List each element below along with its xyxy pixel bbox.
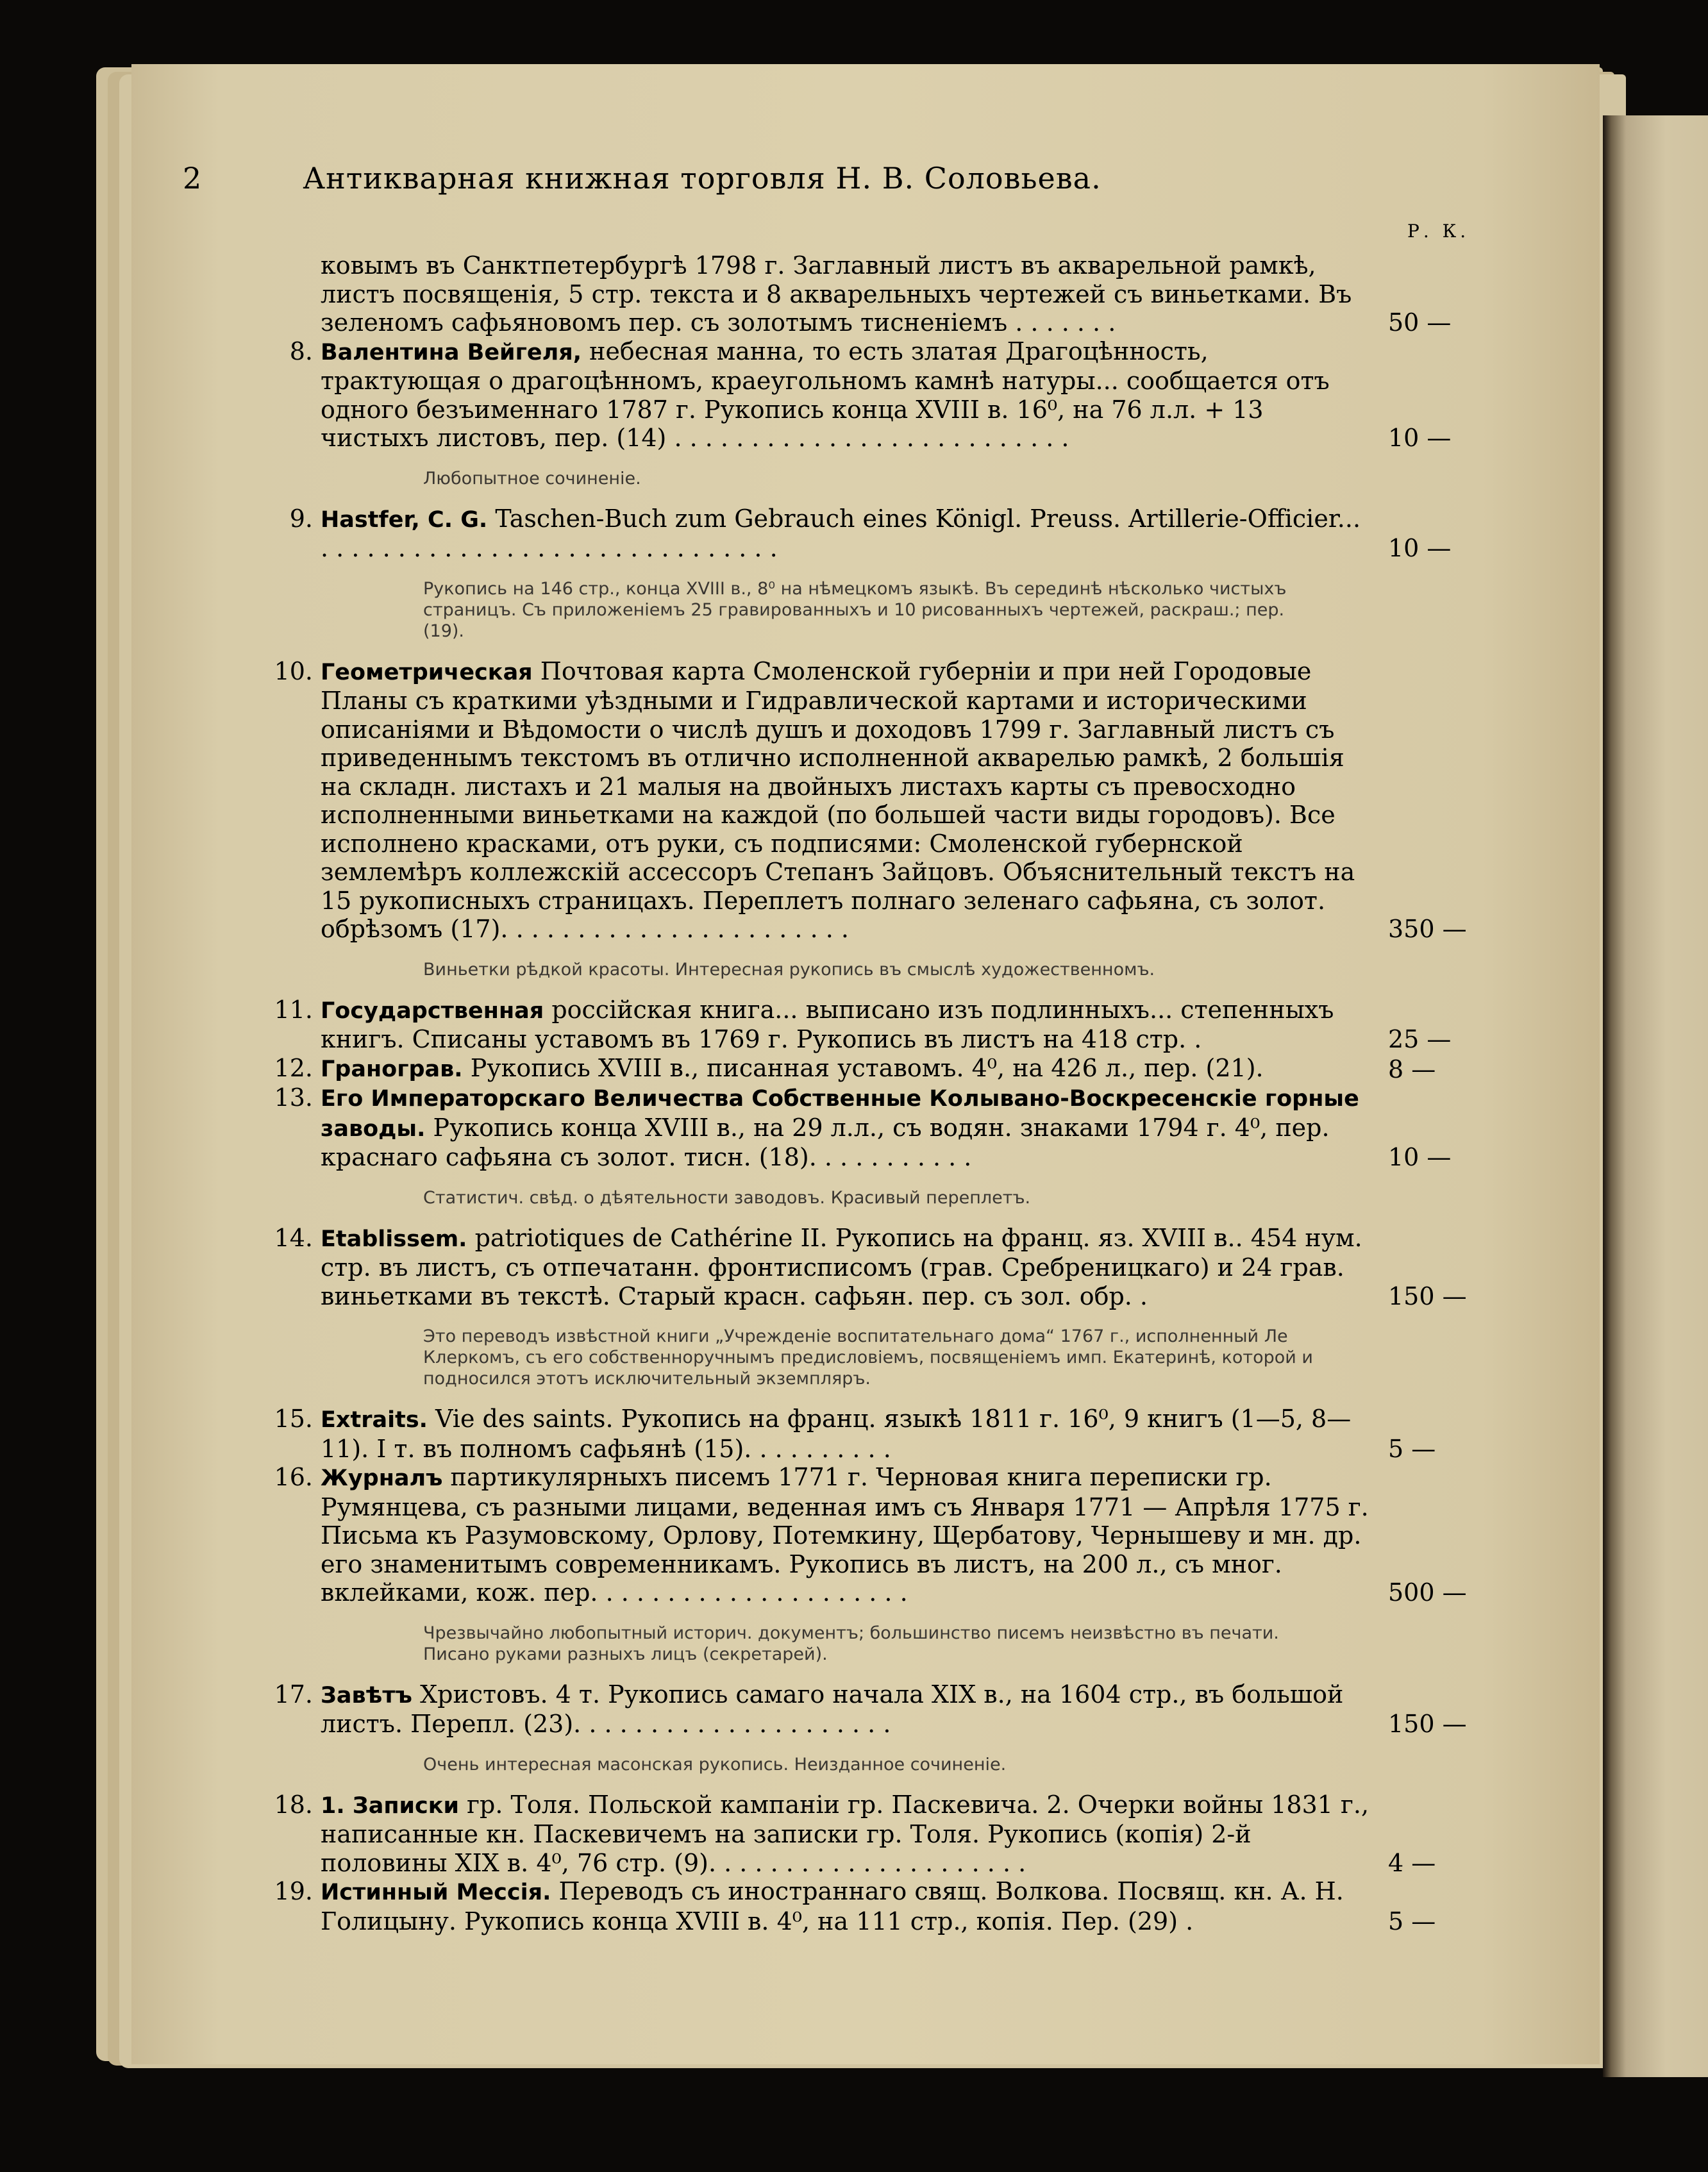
entry-body-text: Переводъ съ иностраннаго свящ. Волкова. Посвящ. кн. А. Н. Голицыну. Рукопись конца XVIII в. 4⁰, на 111 стр., копія. Пер. (29) .	[321, 1877, 1344, 1935]
entry-number: 16.	[274, 1463, 313, 1491]
entry-note: Очень интересная масонская рукопись. Неизданное сочиненіе.	[423, 1754, 1007, 1775]
entry-description	[321, 1680, 1372, 1739]
currency-column-header: Р. К.	[1407, 221, 1470, 242]
entry-description	[321, 251, 1372, 337]
catalog-entry	[274, 1083, 1475, 1208]
entry-description	[321, 1877, 1372, 1935]
entry-number: 10.	[274, 656, 313, 685]
entry-number: 18.	[274, 1790, 313, 1819]
entry-body-text: Vie des saints. Рукопись на франц. языкѣ 1811 г. 16⁰, 9 книгъ (1—5, 8—11). I т. въ полномъ сафьянѣ (15). . . . . . . . . .	[321, 1405, 1352, 1463]
page-title: Антикварная книжная торговля Н. В. Соловьева.	[303, 161, 1101, 196]
entry-heading: Государственная	[321, 998, 544, 1024]
entry-number: 11.	[274, 995, 313, 1024]
entry-description	[321, 1224, 1372, 1311]
entry-heading: 1. Записки	[321, 1792, 460, 1819]
entry-description	[321, 505, 1372, 563]
entry-number: 8.	[289, 337, 313, 365]
entry-note: Это переводъ извѣстной книги „Учрежденіе воспитательнаго дома“ 1767 г., исполненный Ле Клеркомъ, съ его собственноручнымъ предисловіемъ, посвященіемъ имп. Екатеринѣ, которой и подносился этотъ исключительный экземпляръ.	[423, 1326, 1313, 1389]
entry-price: 10 —	[1388, 1143, 1452, 1171]
entry-price: 500 —	[1388, 1578, 1467, 1607]
entry-price: 25 —	[1388, 1025, 1452, 1053]
entry-number: 17.	[274, 1680, 313, 1708]
catalog-entry	[274, 1463, 1475, 1665]
catalog-entry	[289, 337, 1475, 489]
entry-body-text: россійская книга... выписано изъ подлинныхъ... степенныхъ книгъ. Списаны уставомъ въ 1769 г. Рукопись въ листъ на 418 стр. .	[321, 995, 1334, 1053]
entry-body-text: patriotiques de Cathérine II. Рукопись на франц. яз. XVIII в.. 454 нум. стр. въ листъ, съ отпечатанн. фронтисписомъ (грав. Сребреницкаго) и 24 грав. виньетками въ текстѣ. Старый красн. сафьян. пер. съ зол. обр. .	[321, 1223, 1362, 1310]
entry-price: 4 —	[1388, 1848, 1436, 1877]
entry-body-text: небесная манна, то есть златая Драгоцѣнность, трактующая о драгоцѣнномъ, краеугольномъ камнѣ натуры... сообщается отъ одного безъименнаго 1787 г. Рукопись конца XVIII в. 16⁰, на 76 л.л. + 13 чистыхъ листовъ, пер. (14) . . . . . . . . . . . . . . . . . . . . . . . . . .	[321, 337, 1330, 452]
entry-price: 50 —	[1388, 308, 1452, 337]
entry-body-text: Рукопись XVIII в., писанная уставомъ. 4⁰, на 426 л., пер. (21).	[462, 1053, 1264, 1082]
entry-body-text: ковымъ въ Санктпетербургѣ 1798 г. Заглавный листъ въ акварельной рамкѣ, листъ посвященія, 5 стр. текста и 8 акварельныхъ чертежей съ виньетками. Въ зеленомъ сафьяновомъ пер. съ золотымъ тисненіемъ . . . . . . .	[321, 251, 1352, 337]
entry-body-text: Почтовая карта Смоленской губерніи и при ней Городовые Планы съ краткими уѣздными и Гидравлической картами и историческими описаніями и Вѣдомости о числѣ душъ и доходовъ 1799 г. Заглавный листъ съ приведеннымъ текстомъ въ отлично исполненной акварелью рамкѣ, 2 большія на складн. листахъ и 21 малыя на двойныхъ листахъ карты съ превосходно исполненными виньетками на каждой (по большей части виды городовъ). Все исполнено красками, отъ руки, съ подписями: Смоленской губернской землемѣръ коллежскій ассессоръ Степанъ Зайцовъ. Объяснительный текстъ на 15 рукописныхъ страницахъ. Переплетъ полнаго зеленаго сафьяна, съ золот. обрѣзомъ (17). . . . . . . . . . . . . . . . . . . . . . .	[321, 656, 1355, 943]
entry-heading: Extraits.	[321, 1407, 428, 1433]
entry-heading: Etablissem.	[321, 1226, 467, 1252]
entry-note: Статистич. свѣд. о дѣятельности заводовъ. Красивый переплетъ.	[423, 1187, 1031, 1208]
catalog-entry	[274, 656, 1475, 980]
entry-description	[321, 657, 1372, 944]
entry-number: 13.	[274, 1083, 313, 1112]
entry-price: 5 —	[1388, 1434, 1436, 1463]
entry-body-text: Рукопись конца XVIII в., на 29 л.л., съ водян. знаками 1794 г. 4⁰, пер. краснаго сафьяна съ золот. тисн. (18). . . . . . . . . . .	[321, 1113, 1330, 1171]
entry-description	[321, 1791, 1372, 1878]
entry-heading: Валентина Вейгеля,	[321, 339, 582, 365]
entry-heading: Hastfer, C. G.	[321, 506, 488, 533]
entry-number: 14.	[274, 1223, 313, 1252]
entry-body-text: Христовъ. 4 т. Рукопись самаго начала XIX в., на 1604 стр., въ большой листъ. Перепл. (23). . . . . . . . . . . . . . . . . . . . .	[321, 1680, 1344, 1738]
entry-description	[321, 1083, 1372, 1172]
catalog-entry	[289, 504, 1475, 642]
entry-price: 8 —	[1388, 1055, 1436, 1083]
entry-price: 350 —	[1388, 915, 1467, 943]
entry-price: 5 —	[1388, 1907, 1436, 1935]
entry-heading: Завѣтъ	[321, 1682, 412, 1708]
entry-number: 12.	[274, 1053, 313, 1082]
catalog-entry	[274, 1877, 1475, 1935]
entry-note: Любопытное сочиненіе.	[423, 468, 641, 489]
entry-description	[321, 1405, 1372, 1463]
entry-description	[321, 337, 1372, 453]
catalog-entry	[321, 251, 1475, 337]
catalog-entries	[274, 251, 1475, 1935]
catalog-entry	[274, 1680, 1475, 1775]
entry-body-text: гр. Толя. Польской кампаніи гр. Паскевича. 2. Очерки войны 1831 г., написанные кн. Паскевичемъ на записки гр. Толя. Рукопись (копія) 2-й половины XIX в. 4⁰, 76 стр. (9). . . . . . . . . . . . . . . . . . . . .	[321, 1790, 1369, 1877]
entry-note: Чрезвычайно любопытный историч. документъ; большинство писемъ неизвѣстно въ печати. Писано руками разныхъ лицъ (секретарей).	[423, 1623, 1279, 1664]
entry-description	[321, 1054, 1372, 1084]
page-number: 2	[183, 161, 202, 196]
entry-body-text: Taschen-Buch zum Gebrauch eines Königl. Preuss. Artillerie-Officier... . . . . . . . . . . . . . . . . . . . . . . . . . . . . . .	[321, 504, 1361, 562]
catalog-entry	[274, 1405, 1475, 1463]
entry-description	[321, 1463, 1372, 1607]
entry-heading: Истинный Мессія.	[321, 1880, 551, 1905]
entry-number: 9.	[289, 504, 313, 533]
entry-heading: Гранограв.	[321, 1056, 463, 1082]
entry-heading: Геометрическая	[321, 659, 533, 685]
catalog-entry	[274, 995, 1475, 1054]
entry-price: 10 —	[1388, 424, 1452, 452]
entry-heading: Журналъ	[321, 1466, 443, 1491]
catalog-entry	[274, 1790, 1475, 1878]
entry-description	[321, 996, 1372, 1054]
catalog-entry	[274, 1053, 1475, 1084]
entry-note: Рукопись на 146 стр., конца XVIII в., 8⁰ на нѣмецкомъ языкѣ. Въ серединѣ нѣсколько чистыхъ страницъ. Съ приложеніемъ 25 гравированныхъ и 10 рисованныхъ чертежей, раскраш.; пер. (19).	[423, 578, 1287, 641]
facing-page-edge	[1603, 115, 1708, 2077]
entry-price: 10 —	[1388, 534, 1452, 562]
entry-body-text: партикулярныхъ писемъ 1771 г. Черновая книга переписки гр. Румянцева, съ разными лицами, веденная имъ съ Января 1771 — Апрѣля 1775 г. Письма къ Разумовскому, Орлову, Потемкину, Щербатову, Чернышеву и мн. др. его знаменитымъ современникамъ. Рукопись въ листъ, на 200 л., съ мног. вклейками, кож. пер. . . . . . . . . . . . . . . . . . . . .	[321, 1463, 1369, 1607]
entry-heading: Его Императорскаго Величества Собственные Колывано-Воскресенскіе горные заводы.	[321, 1086, 1359, 1142]
entry-note: Виньетки рѣдкой красоты. Интересная рукопись въ смыслѣ художественномъ.	[423, 959, 1155, 980]
catalog-entry	[274, 1223, 1475, 1390]
entry-price: 150 —	[1388, 1282, 1467, 1310]
entry-price: 150 —	[1388, 1710, 1467, 1738]
entry-number: 15.	[274, 1405, 313, 1433]
entry-number: 19.	[274, 1877, 313, 1905]
